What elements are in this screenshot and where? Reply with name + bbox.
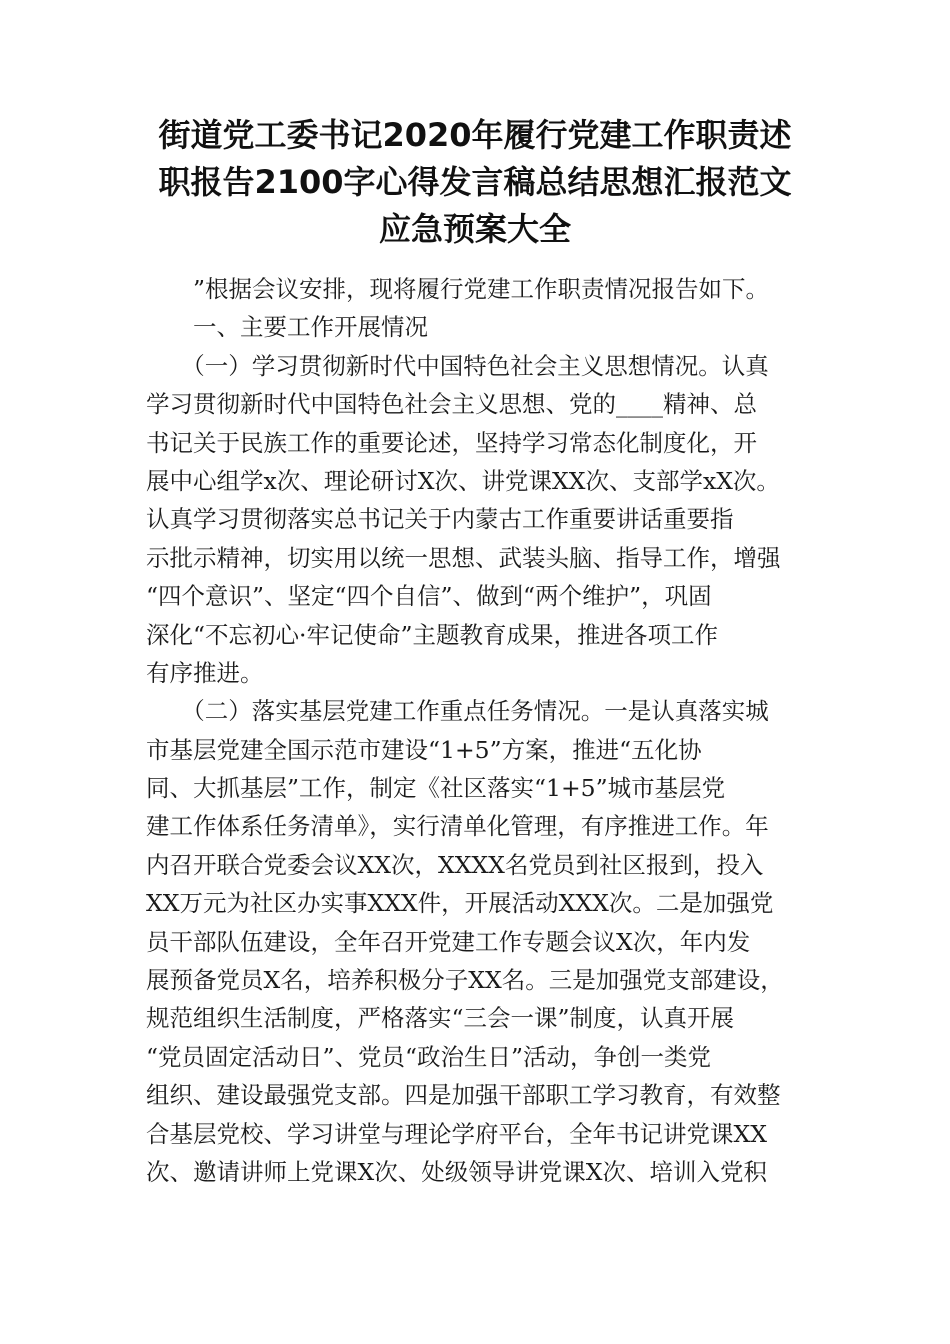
body-line: （一）学习贯彻新时代中国特色社会主义思想情况。认真 [146,351,769,380]
body-line: 建工作体系任务清单》，实行清单化管理，有序推进工作。年 [146,812,769,841]
body-line: ”根据会议安排，现将履行党建工作职责情况报告如下。 [146,275,770,303]
body-line: 同、大抓基层”工作，制定《社区落实“1+5”城市基层党 [146,774,726,803]
body-line: 合基层党校、学习讲堂与理论学府平台，全年书记讲党课XX [146,1119,767,1148]
body-line: 展中心组学x次、理论研讨X次、讲党课XX次、支部学xX次。 [146,466,780,495]
body-line: 规范组织生活制度，严格落实“三会一课”制度，认真开展 [146,1004,735,1033]
body-line: 员干部队伍建设，全年召开党建工作专题会议X次，年内发 [146,927,751,956]
body-line: 展预备党员X名，培养积极分子XX名。三是加强党支部建设， [146,966,784,995]
body-line: 一、主要工作开展情况 [146,313,428,342]
title-line-2: 职报告2100字心得发言稿总结思想汇报范文 [158,163,792,201]
body-line: “四个意识”、坚定“四个自信”、做到“两个维护”，巩固 [146,582,712,611]
body-line: 有序推进。 [146,658,264,687]
body-line: 内召开联合党委会议XX次，XXXX名党员到社区报到，投入 [146,850,764,879]
body-line: XX万元为社区办实事XXX件，开展活动XXX次。二是加强党 [146,889,774,918]
body-line: 深化“不忘初心·牢记使命”主题教育成果，推进各项工作 [146,620,718,649]
body-line: 认真学习贯彻落实总书记关于内蒙古工作重要讲话重要指 [146,505,734,534]
body-line: 组织、建设最强党支部。四是加强干部职工学习教育，有效整 [146,1081,781,1110]
body-line: （二）落实基层党建工作重点任务情况。一是认真落实城 [146,697,769,726]
body-line: 书记关于民族工作的重要论述，坚持学习常态化制度化，开 [146,428,757,457]
title-line-3: 应急预案大全 [378,210,571,248]
body-line: 次、邀请讲师上党课X次、处级领导讲党课X次、培训入党积 [146,1157,767,1186]
body-line: 学习贯彻新时代中国特色社会主义思想、党的____精神、总 [146,390,757,419]
document-title [120,112,830,253]
document-body [146,270,806,1191]
body-line: “党员固定活动日”、党员“政治生日”活动，争创一类党 [146,1042,712,1071]
body-line: 示批示精神，切实用以统一思想、武装头脑、指导工作，增强 [146,543,781,572]
body-line: 市基层党建全国示范市建设“1+5”方案，推进“五化协 [146,735,702,764]
title-line-1: 街道党工委书记2020年履行党建工作职责述 [158,116,792,154]
